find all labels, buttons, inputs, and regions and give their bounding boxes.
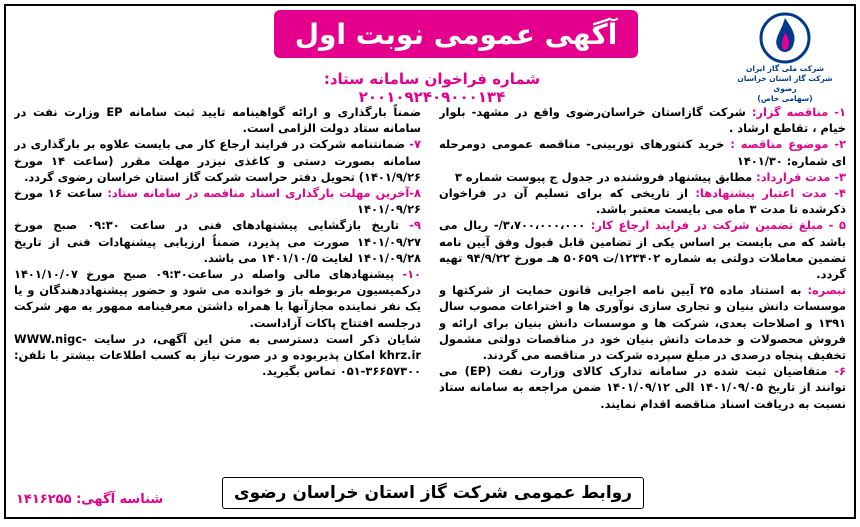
clause-paragraph [439, 282, 846, 363]
org-name-line2: شرکت گاز استان خراسان رضوی [737, 74, 833, 93]
clause-text: ۳،۷۰۰،۰۰۰،۰۰۰/- ریال می باشد که می بایست بر اساس یکی از تضامین قابل قبول وفق آیین نامه تضمین معاملات دولتی به شماره ۱۲۳۴۰۲/ت ۵۰۶۵۹ هـ مورخ ۹۴/۹/۲۲ تهیه گردد. [439, 218, 846, 282]
clause-text: از تاریخی که برای تسلیم آن در فراخوان ذکرشده تا مدت ۳ ماه می بایست معتبر باشد. [439, 186, 846, 217]
clause-paragraph [14, 331, 421, 380]
clause-text: مطابق پیشنهاد فروشنده در جدول ج پیوست شماره ۳ [454, 169, 757, 184]
clause-paragraph [439, 217, 846, 282]
clause-paragraph [14, 266, 421, 331]
clause-heading: ۶- [827, 364, 846, 379]
clause-paragraph [439, 136, 846, 168]
public-relations-footer [222, 477, 644, 509]
clause-heading: ۸-آخرین مهلت بارگذاری اسناد مناقصه در سامانه ستاد: [107, 186, 421, 201]
clause-heading: ۹- [399, 218, 421, 233]
clause-paragraph [439, 363, 846, 412]
clause-paragraph [14, 136, 421, 185]
clause-paragraph [439, 185, 846, 217]
ad-identifier: شناسه آگهی: ۱۴۱۶۲۵۵ [16, 492, 164, 507]
right-column [439, 104, 846, 478]
title-banner [274, 10, 638, 58]
public-relations-text: روابط عمومی شرکت گاز استان خراسان رضوی [234, 483, 632, 503]
clause-heading: ۳- مدت قرارداد: [756, 169, 846, 184]
clause-paragraph [439, 104, 846, 136]
clause-text: شایان ذکر است دسترسی به متن این آگهی، در سایت WWW.nigc-khrz.ir امکان پذیربوده و در صورت نیاز به کسب اطلاعات بیشتر با تلفن: ۳۶۶۵۷۳۰۰-۰۵۱ تماس بگیرید. [14, 331, 421, 379]
clause-heading: ۴- مدت اعتبار پیشنهادها: [695, 186, 846, 201]
clause-heading: ۲- موضوع مناقصه : [730, 137, 846, 152]
clause-text: ضمانتنامه شرکت در فرایند ارجاع کار می بایست علاوه بر بارگذاری در سامانه بصورت دستی و کاغذی نیزدر مهلت مقرر (ساعت ۱۴ مورخ ۱۴۰۱/۹/۲۶) تحویل دفتر حراست شرکت گاز استان خراسان رضوی گردد. [14, 137, 421, 184]
clause-text: ضمناً بارگذاری و ارائه گواهینامه تایید ثبت سامانه EP وزارت نفت در سامانه ستاد دولت الزامی است. [14, 105, 421, 136]
clause-text: پیشنهادهای مالی واصله در ساعت۰۹:۳۰ صبح مورخ ۱۴۰۱/۱۰/۰۷ درکمیسیون مربوطه باز و خوانده می شود و حضور پیشنهاددهندگان و یا یک نفر نماینده مجازآنها با همراه داشتن معرفینامه ممهور به مهر شرکت درجلسه افتتاح پاکات آزاداست. [14, 267, 421, 330]
clause-paragraph [14, 217, 421, 266]
clause-heading: ۵ - مبلغ تضمین شرکت در فرایند ارجاع کار: [590, 218, 846, 233]
clause-text: متقاضیان ثبت شده در سامانه تدارک کالای وزارت نفت (EP) می توانند از تاریخ ۱۴۰۱/۰۹/۰۵ الی ۱۴۰۱/۰۹/۱۲ ضمن مراجعه به سامانه ستاد نسبت به دریافت اسناد مناقصه اقدام نمایند. [439, 364, 846, 411]
clause-text: به استناد ماده ۲۵ آیین نامه اجرایی قانون حمایت از شرکتها و موسسات دانش بنیان و تجاری سازی نوآوری ها و اختراعات مصوب سال ۱۳۹۱ و اصلاحات بعدی، شرکت ها و موسسات دانش بنیان برای ارائه و فروش محصولات و خدمات دانش بنیان خود در مناقصات دولتی مشمول تخفیف پنجاه درصدی در مبلغ سپرده شرکت در مناقصه می گردند. [439, 283, 846, 363]
page-title: آگهی عمومی نوبت اول [294, 17, 618, 51]
clause-text: شرکت گازاستان خراسان‌رضوی واقع در مشهد- بلوار خیام ، تقاطع ارشاد . [439, 105, 846, 136]
clause-heading: ۱- مناقصه گزار: [751, 105, 846, 119]
clause-text: تاریخ بازگشایی پیشنهادهای فنی در ساعت ۰۹:۳۰ صبح مورخ ۱۴۰۱/۰۹/۲۷ صورت می پذیرد، ضمناً ارزیابی پیشنهادات فنی از تاریخ ۱۴۰۱/۰۹/۲۸ لغایت ۱۴۰۱/۱۰/۵ می باشد. [14, 218, 421, 265]
content-columns [14, 104, 846, 478]
advertisement-page [4, 4, 856, 519]
left-column [14, 104, 421, 478]
clause-paragraph [14, 185, 421, 217]
org-name-line1: شرکت ملی گاز ایران [746, 64, 824, 73]
clause-heading: ۷- [405, 137, 421, 152]
clause-heading: ۱۰- [394, 267, 421, 282]
org-name-line3: (سهامی خاص) [757, 94, 813, 103]
clause-text: ساعت ۱۶ مورخ ۱۴۰۱/۰۹/۲۶ [14, 186, 421, 217]
clause-paragraph [439, 169, 846, 185]
clause-heading: تبصره: [807, 283, 846, 298]
gas-flame-logo-icon [759, 10, 811, 64]
clause-text: خرید کنتورهای توربینی- مناقصه عمومی دومرحله ای شماره: ۱۴۰۱/۳۰ [439, 137, 846, 168]
clause-paragraph [14, 104, 421, 136]
call-number: شماره فراخوان سامانه ستاد: ۲۰۰۱۰۹۲۴۰۹۰۰۰۱۳۴ [323, 70, 541, 106]
company-logo [726, 10, 844, 106]
